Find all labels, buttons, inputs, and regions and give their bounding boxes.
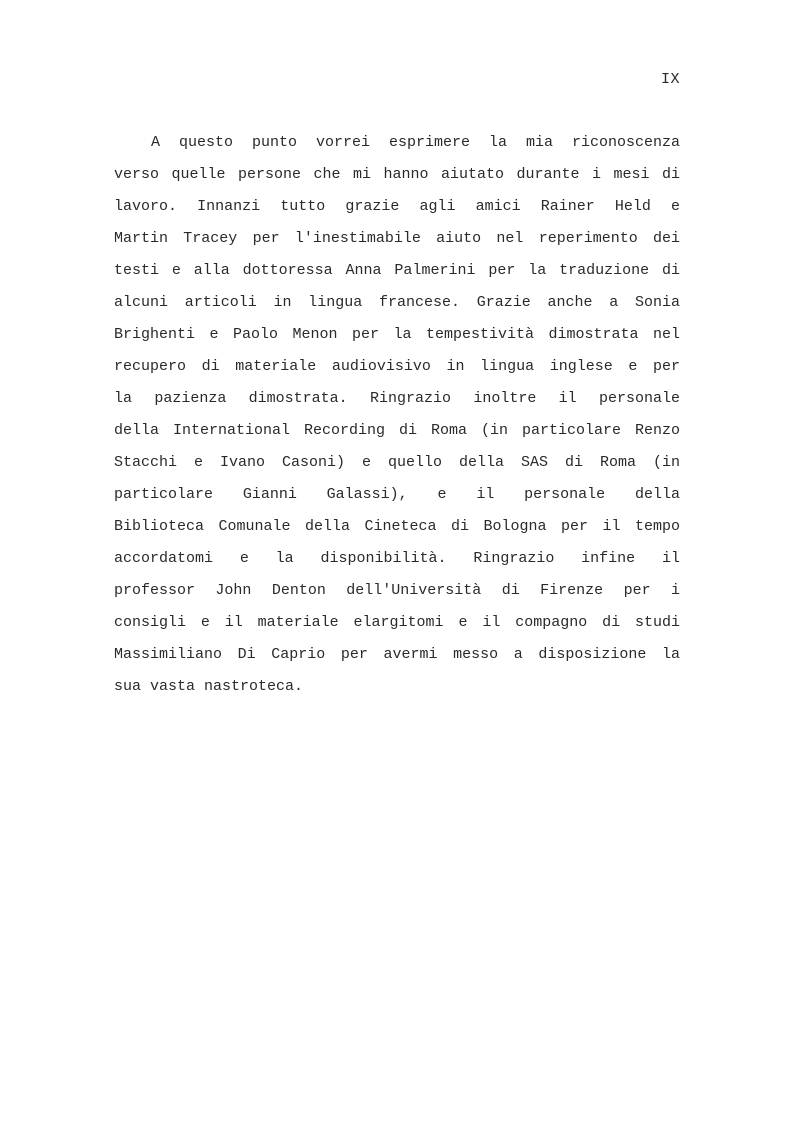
paragraph-line: Martin Tracey per l'inestimabile aiuto nel reperimento dei [114, 230, 680, 247]
paragraph-line: particolare Gianni Galassi), e il personale della [114, 486, 680, 503]
paragraph-line: alcuni articoli in lingua francese. Grazie anche a Sonia [114, 294, 680, 311]
paragraph-line: accordatomi e la disponibilità. Ringrazio infine il [114, 550, 680, 567]
paragraph-line: Stacchi e Ivano Casoni) e quello della SAS di Roma (in [114, 454, 680, 471]
paragraph-line: verso quelle persone che mi hanno aiutato durante i mesi di [114, 166, 680, 183]
paragraph-line: recupero di materiale audiovisivo in lingua inglese e per [114, 358, 680, 375]
paragraph-line: della International Recording di Roma (in particolare Renzo [114, 422, 680, 439]
paragraph-line: sua vasta nastroteca. [114, 678, 304, 695]
paragraph-line: Massimiliano Di Caprio per avermi messo a disposizione la [114, 646, 680, 663]
paragraph-line: consigli e il materiale elargitomi e il compagno di studi [114, 614, 680, 631]
paragraph-line: professor John Denton dell'Università di Firenze per i [114, 582, 680, 599]
paragraph-line: Biblioteca Comunale della Cineteca di Bologna per il tempo [114, 518, 680, 535]
acknowledgements-paragraph [114, 127, 680, 703]
page-number: IX [660, 71, 680, 88]
paragraph-line: la pazienza dimostrata. Ringrazio inoltre il personale [114, 390, 680, 407]
paragraph-line: testi e alla dottoressa Anna Palmerini per la traduzione di [114, 262, 680, 279]
paragraph-line: A questo punto vorrei esprimere la mia riconoscenza [151, 134, 680, 151]
paragraph-line: Brighenti e Paolo Menon per la tempestività dimostrata nel [114, 326, 680, 343]
paragraph-line: lavoro. Innanzi tutto grazie agli amici Rainer Held e [114, 198, 680, 215]
